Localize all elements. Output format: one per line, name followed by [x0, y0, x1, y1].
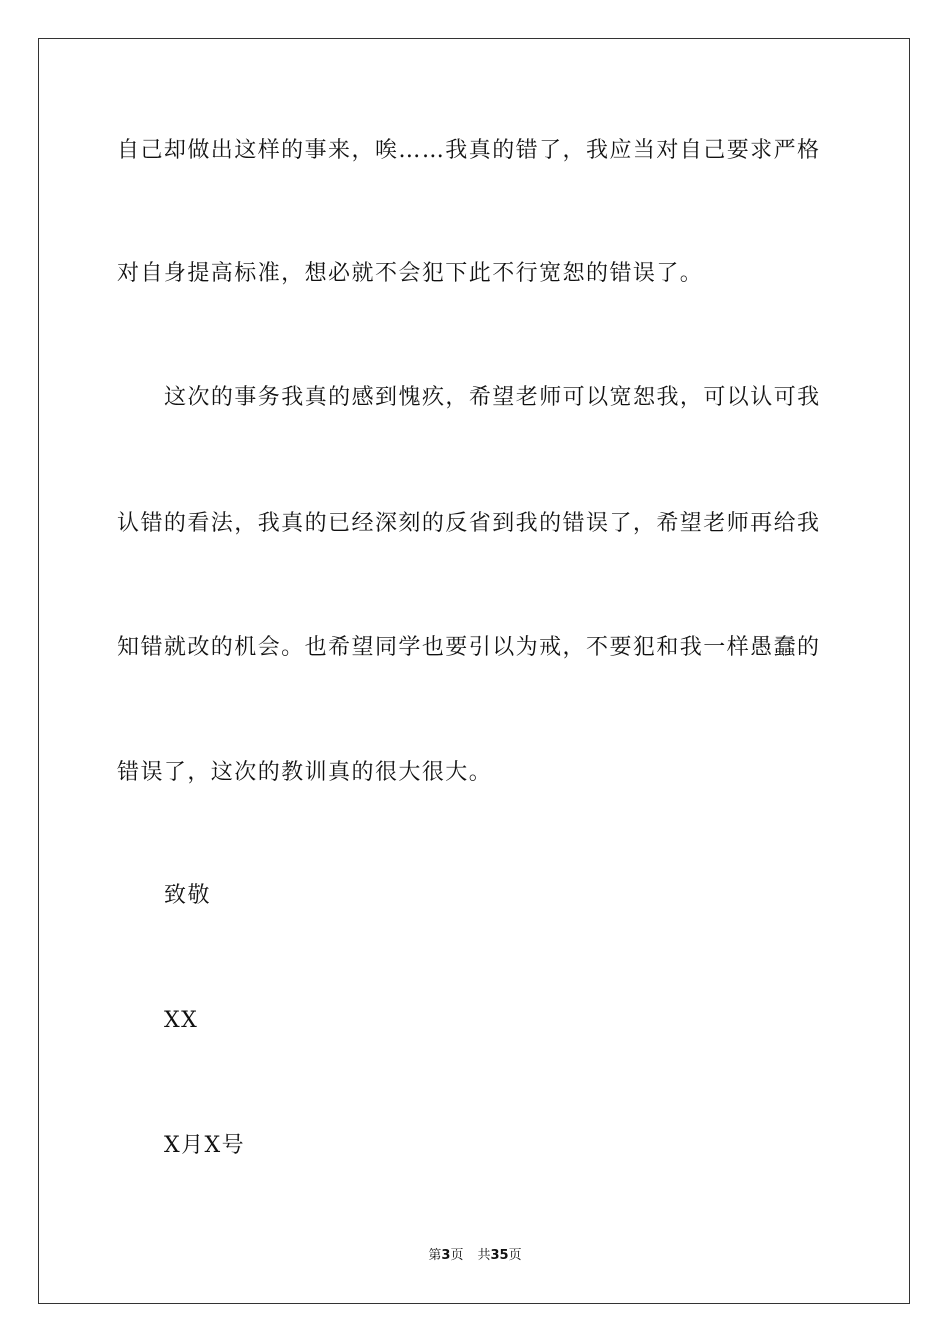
body-line-6: 错误了，这次的教训真的很大很大。 [117, 760, 493, 785]
body-line-1: 自己却做出这样的事来，唉……我真的错了，我应当对自己要求严格 [117, 138, 821, 163]
body-line-4: 认错的看法，我真的已经深刻的反省到我的错误了，希望老师再给我 [117, 511, 821, 536]
footer-page-prefix: 第 [428, 1248, 442, 1263]
footer-total-prefix: 共 [477, 1248, 491, 1263]
signature-date: X月X号 [164, 1133, 246, 1158]
body-line-2: 对自身提高标准，想必就不会犯下此不行宽恕的错误了。 [117, 261, 704, 286]
footer-page-suffix: 页 [450, 1248, 464, 1263]
page-frame [38, 38, 910, 1304]
footer-page-total: 35 [490, 1248, 509, 1263]
body-line-5: 知错就改的机会。也希望同学也要引以为戒，不要犯和我一样愚蠢的 [117, 635, 821, 660]
page-footer [0, 1247, 950, 1265]
closing-salutation: 致敬 [164, 883, 211, 908]
body-line-3: 这次的事务我真的感到愧疚，希望老师可以宽恕我，可以认可我 [164, 385, 821, 410]
footer-total-suffix: 页 [508, 1248, 522, 1263]
footer-page-current: 3 [441, 1248, 451, 1263]
signature-name: XX [164, 1008, 199, 1033]
